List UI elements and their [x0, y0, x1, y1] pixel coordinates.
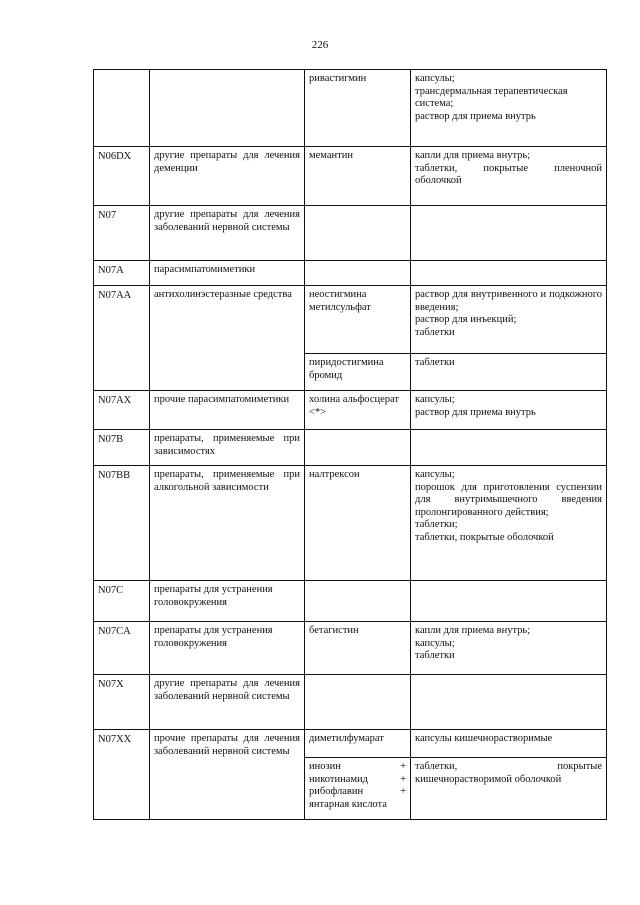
dosage-form-cell — [411, 466, 607, 581]
dosage-form-line: таблетки — [415, 357, 455, 368]
dosage-form-line: таблетки, покрытые пленочной оболочкой — [415, 162, 602, 187]
table-row — [94, 261, 607, 286]
table-row — [94, 730, 607, 758]
atc-code-cell: N07 — [94, 206, 150, 261]
atc-code-cell: N07BB — [94, 466, 150, 581]
dosage-form-line: порошок для приготовления суспензии для внутримышечного введения пролонгированного действия; — [415, 481, 602, 518]
table-row — [94, 466, 607, 581]
dosage-form-cell — [411, 286, 607, 354]
drug-name-cell — [305, 206, 411, 261]
drug-table — [93, 69, 607, 820]
dosage-form-cell — [411, 622, 607, 675]
dosage-form-line: капсулы; — [415, 394, 455, 405]
group-cell: препараты, применяемые при алкогольной зависимости — [150, 466, 305, 581]
group-cell: другие препараты для лечения заболеваний нервной системы — [150, 675, 305, 730]
atc-code-cell: N06DX — [94, 147, 150, 206]
group-cell: антихолинэстеразные средства — [150, 286, 305, 391]
drug-name-cell: инозин + никотинамид + рибофлавин + янтарная кислота — [305, 758, 411, 820]
table-row — [94, 675, 607, 730]
dosage-form-cell — [411, 261, 607, 286]
table-row — [94, 286, 607, 354]
dosage-form-line: раствор для инъекций; — [415, 314, 517, 326]
drug-name-cell — [305, 261, 411, 286]
dosage-form-line: таблетки — [415, 650, 455, 662]
dosage-form-cell — [411, 758, 607, 820]
group-cell: прочие парасимпатомиметики — [150, 391, 305, 430]
table-row — [94, 430, 607, 466]
dosage-form-line: капсулы кишечнорастворимые — [415, 733, 553, 744]
drug-name-cell — [305, 430, 411, 466]
atc-code-cell: N07C — [94, 581, 150, 622]
dosage-form-cell — [411, 354, 607, 391]
dosage-form-line: раствор для приема внутрь — [415, 406, 536, 418]
dosage-form-line: раствор для внутривенного и подкожного введения; — [415, 289, 602, 313]
group-cell — [150, 70, 305, 147]
group-cell: другие препараты для лечения заболеваний нервной системы — [150, 206, 305, 261]
dosage-form-cell — [411, 70, 607, 147]
atc-code-cell: N07A — [94, 261, 150, 286]
dosage-form-cell — [411, 206, 607, 261]
atc-code-cell: N07B — [94, 430, 150, 466]
atc-code-cell: N07AX — [94, 391, 150, 430]
atc-code-cell: N07X — [94, 675, 150, 730]
dosage-form-cell — [411, 147, 607, 206]
dosage-form-line: капсулы; — [415, 637, 455, 649]
table-row — [94, 622, 607, 675]
dosage-form-line: таблетки, покрытые оболочкой — [415, 531, 554, 543]
atc-code-cell — [94, 70, 150, 147]
dosage-form-line: капли для приема внутрь; — [415, 625, 531, 636]
table-row — [94, 206, 607, 261]
dosage-form-line: капсулы; — [415, 73, 455, 84]
drug-name-cell: пиридостигмина бромид — [305, 354, 411, 391]
dosage-form-line: таблетки, покрытые кишечнорастворимой оболочкой — [415, 761, 602, 785]
drug-name-cell — [305, 581, 411, 622]
atc-code-cell: N07CA — [94, 622, 150, 675]
drug-name-cell: мемантин — [305, 147, 411, 206]
dosage-form-line: раствор для приема внутрь — [415, 110, 536, 122]
dosage-form-cell — [411, 581, 607, 622]
dosage-form-line: капсулы; — [415, 469, 455, 480]
group-cell: прочие препараты для лечения заболеваний нервной системы — [150, 730, 305, 820]
dosage-form-line: капли для приема внутрь; — [415, 150, 531, 161]
drug-name-cell: ривастигмин — [305, 70, 411, 147]
table-row — [94, 581, 607, 622]
dosage-form-cell — [411, 730, 607, 758]
table-row — [94, 391, 607, 430]
atc-code-cell: N07XX — [94, 730, 150, 820]
atc-code-cell: N07AA — [94, 286, 150, 391]
dosage-form-cell — [411, 675, 607, 730]
drug-name-cell: холина альфосцерат <*> — [305, 391, 411, 430]
drug-name-cell: бетагистин — [305, 622, 411, 675]
dosage-form-line: трансдермальная терапевтическая система; — [415, 85, 568, 110]
group-cell: парасимпатомиметики — [150, 261, 305, 286]
drug-name-cell — [305, 675, 411, 730]
group-cell: препараты, применяемые при зависимостях — [150, 430, 305, 466]
group-cell: препараты для устранения головокружения — [150, 581, 305, 622]
dosage-form-cell — [411, 430, 607, 466]
group-cell: другие препараты для лечения деменции — [150, 147, 305, 206]
dosage-form-cell — [411, 391, 607, 430]
drug-name-cell: диметилфумарат — [305, 730, 411, 758]
dosage-form-line: таблетки — [415, 326, 455, 338]
table-row — [94, 147, 607, 206]
drug-name-cell: неостигмина метилсульфат — [305, 286, 411, 354]
dosage-form-line: таблетки; — [415, 519, 458, 531]
page-number: 226 — [311, 39, 329, 51]
group-cell: препараты для устранения головокружения — [150, 622, 305, 675]
drug-name-cell: налтрексон — [305, 466, 411, 581]
table-row — [94, 70, 607, 147]
